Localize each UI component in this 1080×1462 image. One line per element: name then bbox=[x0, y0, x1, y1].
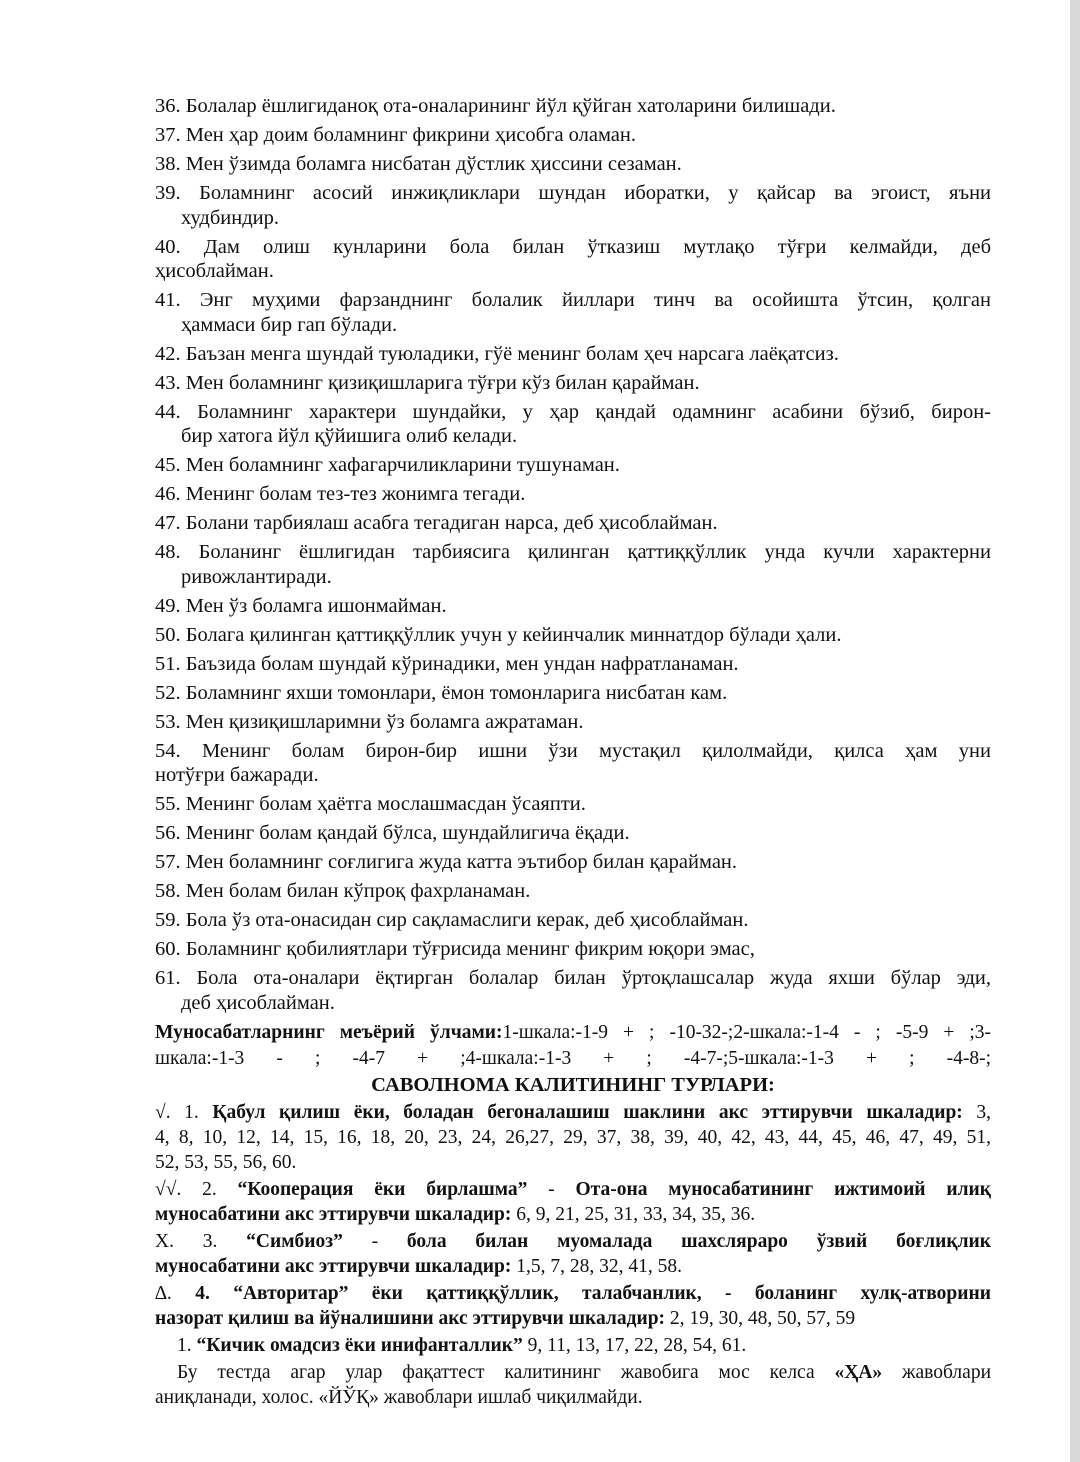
scale-2-desc-b: муносабатини акс эттирувчи шкаладир: bbox=[155, 1203, 512, 1225]
question-line bbox=[155, 937, 991, 962]
scale-1-items-b: 4, 8, 10, 12, 14, 15, 16, 18, 20, 23, 24, 26,27, 29, 37, 38, 39, 40, 42, 43, 44, 45, 46, 47, 49, 51, bbox=[155, 1126, 991, 1148]
question-number: 44. bbox=[155, 400, 181, 423]
question-item bbox=[155, 937, 991, 962]
scale-4-desc: назорат қилиш ва йўналишини акс эттирувчи шкаладир: bbox=[155, 1307, 666, 1329]
question-text-continued: нотўғри бажаради. bbox=[155, 764, 319, 786]
question-line bbox=[155, 235, 991, 260]
question-text: Мен боламнинг қизиқишларига тўғри кўз билан қарайман. bbox=[185, 371, 700, 394]
question-number: 45. bbox=[155, 454, 181, 476]
norms-values-2: шкала:-1-3 - ; -4-7 + ;4-шкала:-1-3 + ; -4-7-;5-шкала:-1-3 + ; -4-8-; bbox=[155, 1047, 991, 1069]
question-item bbox=[155, 594, 991, 619]
scale-4-title: 4. “Авторитар” ёки қаттиққўллик, талабчанлик, - боланинг хулқ-атворини bbox=[195, 1282, 991, 1304]
scale-3-title: “Симбиоз” bbox=[246, 1230, 343, 1252]
scale-4-items: 2, 19, 30, 48, 50, 57, 59 bbox=[665, 1307, 856, 1329]
question-line bbox=[155, 594, 991, 619]
question-number: 38. bbox=[155, 153, 181, 175]
scale-4-line-1 bbox=[155, 1281, 991, 1306]
question-text: Боланинг ёшлигидан тарбиясига қилинган қаттиққўллик унда кучли характерни bbox=[198, 541, 992, 563]
question-text: Мен қизиқишларимни ўз боламга ажратаман. bbox=[185, 710, 584, 733]
scale-2-line-1 bbox=[155, 1177, 991, 1202]
question-line bbox=[155, 623, 991, 648]
scale-acceptance bbox=[155, 1100, 991, 1175]
question-item bbox=[155, 821, 991, 846]
question-text: Мен ўзимда боламга нисбатан дўстлик ҳиссини сезаман. bbox=[185, 153, 682, 175]
scale-3-line-1 bbox=[155, 1229, 991, 1254]
question-item bbox=[155, 879, 991, 904]
question-text: Мен ҳар доим боламнинг фикрини ҳисобга оламан. bbox=[185, 124, 636, 146]
question-number: 52. bbox=[155, 681, 181, 704]
question-text: Боламнинг характери шундайки, у ҳар қандай одамнинг асабини бўзиб, бирон- bbox=[197, 400, 991, 423]
question-number: 58. bbox=[155, 880, 181, 902]
question-number: 49. bbox=[155, 594, 181, 617]
question-line bbox=[155, 966, 992, 991]
scale-authoritarian bbox=[155, 1281, 991, 1331]
question-line bbox=[155, 371, 991, 396]
question-number: 50. bbox=[155, 623, 181, 646]
question-line bbox=[155, 681, 991, 706]
scale-3-dash: - bbox=[342, 1230, 407, 1252]
question-line bbox=[155, 342, 991, 367]
question-item bbox=[155, 652, 991, 677]
question-item bbox=[155, 288, 991, 337]
question-number: 53. bbox=[155, 710, 181, 733]
questionnaire-list bbox=[155, 94, 991, 1015]
question-item bbox=[155, 511, 991, 536]
question-text: Менинг болам бирон-бир ишни ўзи мустақил қилолмайди, қилса ҳам уни bbox=[201, 739, 991, 762]
question-item bbox=[155, 400, 991, 449]
question-line bbox=[155, 400, 991, 425]
question-text: Болани тарбиялаш асабга тегадиган нарса, деб ҳисоблайман. bbox=[185, 512, 718, 534]
scale-2-title: “Кооперация ёки бирлашма” bbox=[237, 1178, 528, 1200]
question-number: 56. bbox=[155, 822, 181, 844]
closing-text-a: Бу тестда агар улар фақаттест калитининг жавобига мос келса bbox=[177, 1361, 835, 1383]
norms-line-1 bbox=[155, 1020, 991, 1046]
question-number: 60. bbox=[155, 938, 181, 960]
question-text: Дам олиш кунларини бола билан ўтказиш мутлақо тўғри келмайди, деб bbox=[203, 235, 991, 258]
question-text: Мен боламнинг соғлигига жуда катта эътибор билан қарайман. bbox=[185, 851, 738, 873]
scale-3-desc-b: муносабатини акс эттирувчи шкаладир: bbox=[155, 1255, 512, 1277]
question-line bbox=[155, 792, 991, 817]
question-item bbox=[155, 710, 991, 735]
scale-5-mark: 1. bbox=[177, 1334, 197, 1356]
question-text: Бола ўз ота-онасидан сир сақламаслиги керак, деб ҳисоблайман. bbox=[185, 909, 749, 931]
question-item bbox=[155, 94, 991, 119]
question-line bbox=[155, 739, 991, 764]
question-text-continued: худбиндир. bbox=[181, 206, 280, 229]
closing-line-2: аниқланади, холос. «ЙЎҚ» жавоблари ишлаб чиқилмайди. bbox=[155, 1386, 643, 1408]
scale-1-line-1 bbox=[155, 1100, 991, 1125]
question-line bbox=[155, 879, 991, 904]
question-line bbox=[155, 453, 991, 478]
question-item bbox=[155, 235, 991, 284]
scale-2-mark: √√. 2. bbox=[155, 1178, 238, 1200]
question-number: 41. bbox=[155, 289, 181, 311]
scale-2-dash: - bbox=[527, 1178, 576, 1200]
question-number: 51. bbox=[155, 652, 181, 675]
question-text-continued: ривожлантиради. bbox=[181, 565, 332, 588]
question-text: Менинг болам қандай бўлса, шундайлигича ёқади. bbox=[185, 822, 630, 844]
question-line bbox=[155, 123, 991, 148]
question-item bbox=[155, 540, 991, 589]
question-number: 43. bbox=[155, 371, 181, 394]
question-item bbox=[155, 453, 991, 478]
scale-5-title: “Кичик омадсиз ёки инифанталлик” bbox=[196, 1334, 523, 1356]
question-item bbox=[155, 342, 991, 367]
question-item bbox=[155, 181, 991, 230]
question-number: 36. bbox=[155, 95, 181, 117]
question-line bbox=[155, 821, 991, 846]
question-item bbox=[155, 152, 991, 177]
question-item bbox=[155, 371, 991, 396]
question-line bbox=[155, 288, 991, 313]
question-text: Бола ота-оналари ёқтирган болалар билан ўртоқлашсалар жуда яхши бўлар эди, bbox=[196, 967, 992, 989]
question-text: Менинг болам тез-тез жонимга тегади. bbox=[185, 483, 526, 505]
question-item bbox=[155, 482, 991, 507]
norms-label: Муносабатларнинг меъёрий ўлчами: bbox=[155, 1021, 503, 1043]
norms-paragraph bbox=[155, 1020, 991, 1072]
question-line bbox=[155, 482, 991, 507]
question-text: Болага қилинган қаттиққўллик учун у кейинчалик миннатдор бўлади ҳали. bbox=[185, 623, 842, 646]
question-item bbox=[155, 792, 991, 817]
scale-4-line-2 bbox=[155, 1306, 991, 1331]
question-text: Баъзан менга шундай туюладики, гўё менинг болам ҳеч нарсага лаёқатсиз. bbox=[185, 342, 839, 365]
scale-3-items: 1,5, 7, 28, 32, 41, 58. bbox=[511, 1255, 682, 1277]
scale-1-items-a: 3, bbox=[962, 1101, 991, 1123]
scale-1-items-c: 52, 53, 55, 56, 60. bbox=[155, 1151, 297, 1173]
question-text-continued: бир хатога йўл қўйишига олиб келади. bbox=[181, 425, 518, 447]
question-number: 42. bbox=[155, 342, 181, 365]
question-line bbox=[155, 94, 991, 119]
question-item bbox=[155, 966, 991, 1015]
closing-yes: «ҲА» bbox=[834, 1361, 883, 1383]
question-item bbox=[155, 623, 991, 648]
question-line bbox=[155, 511, 991, 536]
question-item bbox=[155, 908, 991, 933]
scale-3-desc-a: бола билан муомалада шахсляраро ўзвий боғлиқлик bbox=[406, 1230, 991, 1252]
question-item bbox=[155, 681, 991, 706]
question-line bbox=[155, 908, 991, 933]
scale-5-items: 9, 11, 13, 17, 22, 28, 54, 61. bbox=[522, 1334, 747, 1356]
scale-symbiosis bbox=[155, 1229, 991, 1279]
question-number: 61. bbox=[155, 967, 181, 989]
question-text: Менинг болам ҳаётга мослашмасдан ўсаяпти. bbox=[185, 793, 586, 815]
page-edge-shadow bbox=[1070, 0, 1080, 1462]
question-number: 37. bbox=[155, 124, 181, 146]
question-text: Боламнинг яхши томонлари, ёмон томонларига нисбатан кам. bbox=[185, 681, 728, 704]
question-line bbox=[155, 850, 991, 875]
question-text: Мен боламнинг хафагарчиликларини тушунаман. bbox=[185, 454, 620, 476]
question-text-continued: ҳисоблайман. bbox=[155, 260, 274, 282]
question-text: Боламнинг асосий инжиқликлари шундан иборатки, у қайсар ва эгоист, яъни bbox=[199, 182, 992, 204]
scale-2-items: 6, 9, 21, 25, 31, 33, 34, 35, 36. bbox=[511, 1203, 756, 1225]
document-body bbox=[155, 94, 991, 1412]
section-title: САВОЛНОМА КАЛИТИНИНГ ТУРЛАРИ: bbox=[371, 1073, 775, 1096]
question-line bbox=[155, 152, 991, 177]
question-number: 48. bbox=[155, 541, 181, 563]
closing-paragraph bbox=[155, 1360, 991, 1410]
question-line bbox=[155, 181, 992, 206]
scale-3-line-2 bbox=[155, 1254, 991, 1279]
question-text-continued: ҳаммаси бир гап бўлади. bbox=[181, 313, 398, 336]
question-item bbox=[155, 739, 991, 788]
scale-infantilism bbox=[155, 1333, 991, 1358]
norms-values-1: 1-шкала:-1-9 + ; -10-32-;2-шкала:-1-4 - ; -5-9 + ;3- bbox=[502, 1021, 991, 1043]
closing-text-c: жавоблари bbox=[882, 1361, 991, 1383]
scale-2-desc-a: Ота-она муносабатининг ижтимоий илиқ bbox=[575, 1178, 991, 1200]
scale-1-title: Қабул қилиш ёки, боладан бегоналашиш шаклини акс эттирувчи шкаладир: bbox=[212, 1101, 963, 1123]
question-number: 40. bbox=[155, 235, 181, 258]
question-text-continued: деб ҳисоблайман. bbox=[181, 991, 335, 1014]
question-number: 46. bbox=[155, 483, 181, 505]
question-item bbox=[155, 123, 991, 148]
question-number: 54. bbox=[155, 739, 181, 762]
closing-line-1 bbox=[155, 1360, 991, 1385]
question-text: Болалар ёшлигиданоқ ота-оналарининг йўл қўйган хатоларини билишади. bbox=[185, 95, 836, 117]
question-text: Энг муҳими фарзанднинг болалик йиллари тинч ва осойишта ўтсин, қолган bbox=[199, 289, 991, 311]
question-number: 39. bbox=[155, 182, 181, 204]
scale-2-line-2 bbox=[155, 1202, 991, 1227]
question-number: 47. bbox=[155, 512, 181, 534]
question-line bbox=[155, 710, 991, 735]
question-text: Мен ўз боламга ишонмайман. bbox=[185, 594, 447, 617]
scale-cooperation bbox=[155, 1177, 991, 1227]
scale-4-mark: ∆. bbox=[155, 1282, 196, 1304]
question-number: 55. bbox=[155, 793, 181, 815]
question-text: Мен болам билан кўпроқ фахрланаман. bbox=[185, 880, 531, 902]
question-text: Боламнинг қобилиятлари тўғрисида менинг фикрим юқори эмас, bbox=[185, 938, 755, 960]
question-line bbox=[155, 652, 991, 677]
scale-1-mark: √. 1. bbox=[155, 1101, 213, 1123]
question-number: 59. bbox=[155, 909, 181, 931]
question-text: Баъзида болам шундай кўринадики, мен ундан нафратланаман. bbox=[185, 652, 739, 675]
question-item bbox=[155, 850, 991, 875]
scale-3-mark: X. 3. bbox=[155, 1230, 247, 1252]
question-line bbox=[155, 540, 992, 565]
scale-5-line-1 bbox=[177, 1333, 991, 1358]
question-number: 57. bbox=[155, 851, 181, 873]
